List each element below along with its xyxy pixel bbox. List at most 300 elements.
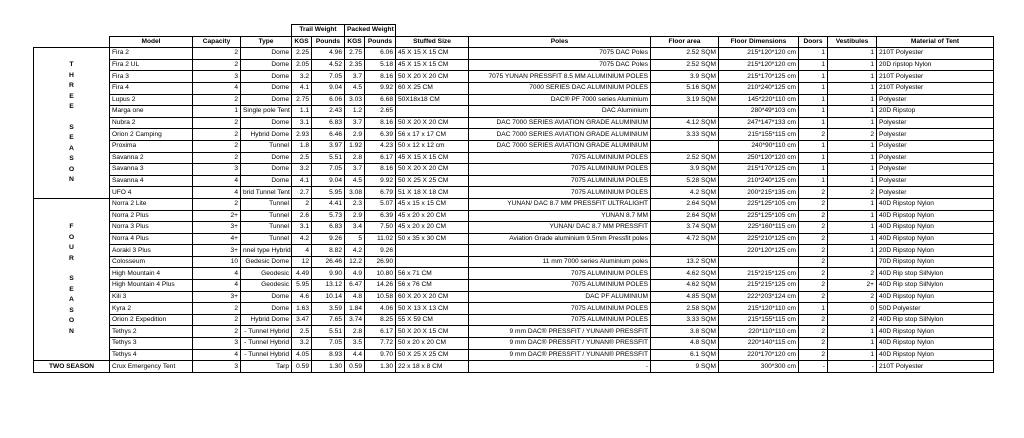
trail-kgs-cell: 2.05 (292, 59, 312, 71)
packed-kgs-cell: 3.74 (345, 314, 365, 326)
stuffed-size-cell: 50 X 20 X 20 CM (396, 164, 469, 176)
model-cell: Savanna 2 (110, 152, 193, 164)
floor-area-cell: 5.16 SQM (651, 82, 719, 94)
trail-kgs-cell: 1.1 (292, 106, 312, 118)
floor-dimensions-cell: 225*125*105 cm (719, 198, 799, 210)
capacity-cell: 4 (193, 268, 241, 280)
packed-pounds-cell: 6.68 (365, 94, 396, 106)
model-cell: Savanna 3 (110, 164, 193, 176)
material-cell: 50D Polyester (877, 303, 994, 315)
poles-cell: DAC® PF 7000 series Aluminium (469, 94, 651, 106)
floor-area-cell: 3.19 SQM (651, 94, 719, 106)
season-gap (36, 113, 107, 123)
floor-area-cell: 9 SQM (651, 361, 719, 373)
poles-cell: 7075 ALUMINIUM POLES (469, 268, 651, 280)
type-cell: Dome (241, 94, 292, 106)
trail-pounds-cell: 9.04 (312, 175, 345, 187)
type-cell: Dome (241, 82, 292, 94)
floor-dimensions-cell: 200*215*135 cm (719, 187, 799, 199)
capacity-cell: 4 (193, 280, 241, 292)
trail-kgs-cell: 4 (292, 245, 312, 257)
trail-kgs-cell: 4.1 (292, 82, 312, 94)
packed-pounds-cell: 7.50 (365, 222, 396, 234)
material-cell: 40D Ripstop Nylon (877, 338, 994, 350)
capacity-cell: 2 (193, 48, 241, 60)
material-cell: 40D Ripstop Nylon (877, 349, 994, 361)
packed-kgs-cell: 4.2 (345, 245, 365, 257)
table-row (34, 303, 994, 315)
trail-pounds-cell: 8.93 (312, 349, 345, 361)
packed-kgs-cell: 2.3 (345, 198, 365, 210)
model-cell: Marga one (110, 106, 193, 118)
stuffed-size-cell: 50 X 20 X 20 CM (396, 71, 469, 83)
doors-cell: 1 (799, 59, 828, 71)
type-cell: Dome (241, 291, 292, 303)
trail-kgs-cell: 3.47 (292, 314, 312, 326)
stuffed-size-cell: 45 x 20 x 20 CM (396, 222, 469, 234)
poles-cell: 7075 DAC Poles (469, 59, 651, 71)
table-row (34, 338, 994, 350)
table-row (34, 152, 994, 164)
vestibules-cell: 2 (828, 268, 877, 280)
capacity-cell: 4 (193, 187, 241, 199)
capacity-cell: 2 (193, 314, 241, 326)
table-row (34, 164, 994, 176)
floor-area-cell (651, 140, 719, 152)
vestibules-cell: 2 (828, 291, 877, 303)
stuffed-size-cell: 50 X 20 X 20 CM (396, 117, 469, 129)
material-cell: Polyester (877, 94, 994, 106)
trail-kgs-cell: 2.75 (292, 94, 312, 106)
material-cell: Polyester (877, 117, 994, 129)
packed-pounds-cell: 6.79 (365, 187, 396, 199)
capacity-cell: 2+ (193, 210, 241, 222)
trail-kgs-cell: 2 (292, 198, 312, 210)
vestibules-cell: 1 (828, 48, 877, 60)
trail-pounds-cell: 5.51 (312, 326, 345, 338)
packed-pounds-cell: 26.90 (365, 256, 396, 268)
type-cell: Dome (241, 152, 292, 164)
season-label: TWO SEASON (34, 361, 110, 373)
packed-kgs-cell: 3.7 (345, 164, 365, 176)
type-cell: Tunnel (241, 233, 292, 245)
floor-area-cell: 2.52 SQM (651, 48, 719, 60)
header-floor-area: Floor area (651, 36, 719, 48)
doors-cell: 1 (799, 71, 828, 83)
poles-cell: YUNAN 8.7 MM (469, 210, 651, 222)
floor-dimensions-cell: 215*120*120 cm (719, 48, 799, 60)
capacity-cell: 2 (193, 303, 241, 315)
stuffed-size-cell: 56 x 76 CM (396, 280, 469, 292)
type-cell: - Tunnel Hybrid (241, 349, 292, 361)
stuffed-size-cell: 50 X 13 X 13 CM (396, 303, 469, 315)
packed-pounds-cell: 6.39 (365, 210, 396, 222)
floor-area-cell (651, 245, 719, 257)
capacity-cell: 3 (193, 71, 241, 83)
type-cell: Single pole Tent (241, 106, 292, 118)
season-letter: E (69, 92, 74, 100)
trail-kgs-cell: 3.2 (292, 71, 312, 83)
poles-cell: 7075 ALUMINIUM POLES (469, 314, 651, 326)
model-cell: Nubra 2 (110, 117, 193, 129)
season-letter: N (69, 176, 74, 184)
packed-kgs-cell: 4.4 (345, 349, 365, 361)
packed-pounds-cell: 5.07 (365, 198, 396, 210)
vestibules-cell: 2 (828, 187, 877, 199)
packed-pounds-cell: 9.92 (365, 82, 396, 94)
doors-cell: 2 (799, 349, 828, 361)
packed-kgs-cell: 4.5 (345, 82, 365, 94)
floor-area-cell: 4.62 SQM (651, 268, 719, 280)
packed-kgs-cell: 3.03 (345, 94, 365, 106)
poles-cell: 7075 ALUMINIUM POLES (469, 152, 651, 164)
stuffed-size-cell: 50 x 20 x 20 CM (396, 338, 469, 350)
vestibules-cell: 1 (828, 245, 877, 257)
vestibules-cell: 1 (828, 140, 877, 152)
header-trail-weight: Trail Weight (292, 25, 345, 37)
floor-area-cell: 3.9 SQM (651, 164, 719, 176)
material-cell: 20D Ripstop Nylon (877, 245, 994, 257)
doors-cell: 2 (799, 314, 828, 326)
poles-cell: 7075 ALUMINIUM POLES (469, 164, 651, 176)
packed-pounds-cell: 9.70 (365, 349, 396, 361)
material-cell: 20D Ripstop (877, 106, 994, 118)
doors-cell: 1 (799, 117, 828, 129)
capacity-cell: 4 (193, 349, 241, 361)
vestibules-cell: 1 (828, 71, 877, 83)
floor-area-cell: 3.33 SQM (651, 314, 719, 326)
poles-cell: 7075 ALUMINIUM POLES (469, 303, 651, 315)
season-letter: R (69, 82, 74, 90)
table-row (34, 59, 994, 71)
material-cell: 40D Rip stop SilNylon (877, 268, 994, 280)
stuffed-size-cell: 50 X 25 X 25 CM (396, 175, 469, 187)
season-letter: U (69, 244, 74, 252)
capacity-cell: 3+ (193, 245, 241, 257)
floor-area-cell: 3.8 SQM (651, 326, 719, 338)
model-cell: High Mountain 4 (110, 268, 193, 280)
material-cell: Polyester (877, 175, 994, 187)
poles-cell: 9 mm DAC® PRESSFIT / YUNAN® PRESSFIT (469, 326, 651, 338)
trail-kgs-cell: 4.49 (292, 268, 312, 280)
capacity-cell: 4 (193, 82, 241, 94)
poles-cell: DAC Aluminium (469, 106, 651, 118)
floor-area-cell: 2.58 SQM (651, 303, 719, 315)
stuffed-size-cell: 50 x 35 x 30 CM (396, 233, 469, 245)
table-row (34, 210, 994, 222)
floor-dimensions-cell: 225*160*115 cm (719, 222, 799, 234)
trail-kgs-cell: 5.95 (292, 280, 312, 292)
model-cell: Norra 2 Plus (110, 210, 193, 222)
capacity-cell: 2 (193, 140, 241, 152)
packed-kgs-cell: 2.9 (345, 210, 365, 222)
doors-cell: 2 (799, 256, 828, 268)
vestibules-cell: 1 (828, 349, 877, 361)
poles-cell: 7075 ALUMINIUM POLES (469, 187, 651, 199)
season-label (34, 48, 110, 199)
vestibules-cell: 1 (828, 59, 877, 71)
material-cell: 20D ripstop Nylon (877, 59, 994, 71)
season-letter: F (69, 223, 74, 231)
season-letter: T (69, 61, 74, 69)
header-material: Material of Tent (877, 36, 994, 48)
stuffed-size-cell (396, 106, 469, 118)
floor-dimensions-cell: 220*110*110 cm (719, 326, 799, 338)
table-row (34, 187, 994, 199)
trail-kgs-cell: 3.2 (292, 164, 312, 176)
poles-cell: DAC 7000 SERIES AVIATION GRADE ALUMINIUM (469, 117, 651, 129)
season-gap (36, 264, 107, 274)
stuffed-size-cell: 56 x 17 x 17 CM (396, 129, 469, 141)
vestibules-cell: 1 (828, 152, 877, 164)
model-cell: High Mountain 4 Plus (110, 280, 193, 292)
vestibules-cell: 2+ (828, 280, 877, 292)
floor-dimensions-cell: 215*215*125 cm (719, 268, 799, 280)
header-packed-kgs: KGS (345, 36, 365, 48)
trail-kgs-cell: 1.8 (292, 140, 312, 152)
doors-cell: 2 (799, 291, 828, 303)
trail-pounds-cell: 2.43 (312, 106, 345, 118)
stuffed-size-cell: 56 x 71 CM (396, 268, 469, 280)
stuffed-size-cell: 55 X 59 CM (396, 314, 469, 326)
stuffed-size-cell: 45 X 15 X 15 CM (396, 48, 469, 60)
model-cell: Kyra 2 (110, 303, 193, 315)
header-trail-pounds: Pounds (312, 36, 345, 48)
vestibules-cell: 1 (828, 175, 877, 187)
season-letter: E (69, 103, 74, 111)
capacity-cell: 3 (193, 164, 241, 176)
tent-spec-table (33, 24, 994, 373)
capacity-cell: 3 (193, 338, 241, 350)
material-cell: Polyester (877, 164, 994, 176)
stuffed-size-cell (396, 256, 469, 268)
packed-kgs-cell: 2.8 (345, 152, 365, 164)
model-cell: Colosseum (110, 256, 193, 268)
material-cell: 70D Ripstop Nylon (877, 256, 994, 268)
table-row (34, 117, 994, 129)
header-poles: Poles (469, 36, 651, 48)
type-cell: Dome (241, 59, 292, 71)
doors-cell: 1 (799, 94, 828, 106)
trail-kgs-cell: 1.63 (292, 303, 312, 315)
model-cell: Kili 3 (110, 291, 193, 303)
floor-dimensions-cell: 145*220*110 cm (719, 94, 799, 106)
capacity-cell: 4 (193, 175, 241, 187)
stuffed-size-cell: 51 X 18 X 18 CM (396, 187, 469, 199)
model-cell: Orion 2 Expedition (110, 314, 193, 326)
packed-kgs-cell: 6.47 (345, 280, 365, 292)
material-cell: 40D Ripstop Nylon (877, 326, 994, 338)
trail-pounds-cell: 8.82 (312, 245, 345, 257)
season-letter: R (69, 254, 74, 262)
trail-pounds-cell: 13.12 (312, 280, 345, 292)
doors-cell: 1 (799, 140, 828, 152)
corner-blank (34, 25, 110, 37)
header-packed-weight: Packed Weight (345, 25, 396, 37)
doors-cell: - (799, 361, 828, 373)
model-cell: Norra 3 Plus (110, 222, 193, 234)
stuffed-size-cell: 45 X 15 X 15 CM (396, 59, 469, 71)
packed-pounds-cell: 6.17 (365, 326, 396, 338)
vestibules-cell: 1 (828, 338, 877, 350)
model-cell: Fira 2 (110, 48, 193, 60)
poles-cell: 9 mm DAC® PRESSFIT / YUNAN® PRESSFIT (469, 338, 651, 350)
poles-cell: 7075 YUNAN PRESSFIT 8.5 MM ALUMINIUM POLES (469, 71, 651, 83)
capacity-cell: 2 (193, 152, 241, 164)
doors-cell: 1 (799, 164, 828, 176)
floor-dimensions-cell: 220*140*115 cm (719, 338, 799, 350)
type-cell: Dome (241, 175, 292, 187)
vestibules-cell: 0 (828, 303, 877, 315)
model-cell: Savanna 4 (110, 175, 193, 187)
type-cell: Dome (241, 117, 292, 129)
trail-pounds-cell: 9.90 (312, 268, 345, 280)
doors-cell: 2 (799, 222, 828, 234)
capacity-cell: 2 (193, 129, 241, 141)
tent-spec-sheet (33, 24, 993, 373)
material-cell: 40D Ripstop Nylon (877, 222, 994, 234)
packed-pounds-cell: 6.06 (365, 48, 396, 60)
type-cell: Tunnel (241, 198, 292, 210)
header-floor-dimensions: Floor Dimensions (719, 36, 799, 48)
trail-pounds-cell: 6.83 (312, 222, 345, 234)
poles-cell: YUNAN/ DAC 8.7 MM PRESSFIT ULTRALIGHT (469, 198, 651, 210)
trail-pounds-cell: 5.95 (312, 187, 345, 199)
type-cell: Dome (241, 303, 292, 315)
season-label (34, 198, 110, 360)
trail-kgs-cell: 3.1 (292, 222, 312, 234)
table-row (34, 129, 994, 141)
packed-pounds-cell: 7.72 (365, 338, 396, 350)
type-cell: Tunnel (241, 222, 292, 234)
poles-cell: - (469, 361, 651, 373)
floor-area-cell: 4.2 SQM (651, 187, 719, 199)
packed-pounds-cell: 10.80 (365, 268, 396, 280)
table-row (34, 314, 994, 326)
trail-kgs-cell: 4.05 (292, 349, 312, 361)
packed-pounds-cell: 6.39 (365, 129, 396, 141)
doors-cell: 1 (799, 106, 828, 118)
packed-pounds-cell: 8.25 (365, 314, 396, 326)
trail-pounds-cell: 7.05 (312, 71, 345, 83)
header-doors: Doors (799, 36, 828, 48)
season-letter: S (69, 155, 74, 163)
poles-cell: 7075 ALUMINIUM POLES (469, 175, 651, 187)
type-cell: Dome (241, 71, 292, 83)
packed-pounds-cell: 2.65 (365, 106, 396, 118)
model-cell: Orion 2 Camping (110, 129, 193, 141)
material-cell: 40D Ripstop Nylon (877, 233, 994, 245)
floor-area-cell: 4.72 SQM (651, 233, 719, 245)
trail-kgs-cell: 2.7 (292, 187, 312, 199)
trail-kgs-cell: 2.6 (292, 210, 312, 222)
packed-pounds-cell: 5.18 (365, 59, 396, 71)
packed-kgs-cell: 4.8 (345, 291, 365, 303)
packed-pounds-cell: 8.16 (365, 71, 396, 83)
vestibules-cell: 1 (828, 326, 877, 338)
packed-pounds-cell: 8.16 (365, 164, 396, 176)
header-packed-pounds: Pounds (365, 36, 396, 48)
floor-dimensions-cell: 210*240*125 cm (719, 82, 799, 94)
type-cell: Geodesic (241, 280, 292, 292)
trail-kgs-cell: 2.5 (292, 326, 312, 338)
poles-cell (469, 245, 651, 257)
trail-pounds-cell: 7.05 (312, 164, 345, 176)
table-row (34, 71, 994, 83)
season-letter: S (69, 275, 74, 283)
floor-dimensions-cell: 215*215*125 cm (719, 280, 799, 292)
doors-cell: 2 (799, 280, 828, 292)
table-row (34, 140, 994, 152)
material-cell: 210T Polyester (877, 82, 994, 94)
trail-pounds-cell: 9.26 (312, 233, 345, 245)
floor-dimensions-cell: 210*240*125 cm (719, 175, 799, 187)
doors-cell: 2 (799, 198, 828, 210)
floor-dimensions-cell: 240*90*110 cm (719, 140, 799, 152)
stuffed-size-cell: 50 X 20 X 15 CM (396, 326, 469, 338)
packed-pounds-cell: 4.23 (365, 140, 396, 152)
table-row (34, 291, 994, 303)
table-body (34, 48, 994, 373)
floor-dimensions-cell: 215*170*125 cm (719, 71, 799, 83)
stuffed-size-cell: 45 X 15 X 15 CM (396, 152, 469, 164)
floor-area-cell: 4.8 SQM (651, 338, 719, 350)
vestibules-cell: - (828, 361, 877, 373)
trail-kgs-cell: 3.1 (292, 117, 312, 129)
table-row (34, 268, 994, 280)
packed-kgs-cell: 12.2 (345, 256, 365, 268)
trail-pounds-cell: 7.05 (312, 338, 345, 350)
floor-area-cell: 4.85 SQM (651, 291, 719, 303)
poles-cell: YUNAN/ DAC 8.7 MM PRESSFIT (469, 222, 651, 234)
floor-area-cell: 4.12 SQM (651, 117, 719, 129)
vestibules-cell: 1 (828, 222, 877, 234)
stuffed-size-cell: 45 x 20 x 20 CM (396, 210, 469, 222)
doors-cell: 2 (799, 129, 828, 141)
packed-kgs-cell: 3.08 (345, 187, 365, 199)
floor-dimensions-cell: 215*155*115 cm (719, 314, 799, 326)
model-cell: Fira 2 UL (110, 59, 193, 71)
vestibules-cell: 1 (828, 106, 877, 118)
vestibules-cell: 2 (828, 129, 877, 141)
model-cell: Crux Emergency Tent (110, 361, 193, 373)
floor-area-cell: 3.74 SQM (651, 222, 719, 234)
floor-area-cell: 6.1 SQM (651, 349, 719, 361)
stuffed-size-cell: 50 x 12 x 12 cm (396, 140, 469, 152)
type-cell: Geodesic (241, 268, 292, 280)
poles-cell: 11 mm 7000 series Aluminium poles (469, 256, 651, 268)
packed-pounds-cell: 11.02 (365, 233, 396, 245)
capacity-cell: 2 (193, 94, 241, 106)
vestibules-cell: 1 (828, 117, 877, 129)
trail-kgs-cell: 2.5 (292, 152, 312, 164)
stuffed-size-cell: 50 X 25 X 25 CM (396, 349, 469, 361)
stuffed-size-cell: 45 x 15 x 15 CM (396, 198, 469, 210)
capacity-cell: 3+ (193, 222, 241, 234)
material-cell: Polyester (877, 187, 994, 199)
season-letter: S (69, 123, 74, 131)
material-cell: 40D Rip stop SilNylon (877, 280, 994, 292)
trail-kgs-cell: 0.59 (292, 361, 312, 373)
floor-dimensions-cell: 222*203*124 cm (719, 291, 799, 303)
type-cell: Tarp (241, 361, 292, 373)
floor-dimensions-cell (719, 256, 799, 268)
packed-pounds-cell: 6.17 (365, 152, 396, 164)
type-cell: - Tunnel Hybrid (241, 338, 292, 350)
season-letter: N (69, 327, 74, 335)
trail-kgs-cell: 4.6 (292, 291, 312, 303)
doors-cell: 1 (799, 152, 828, 164)
